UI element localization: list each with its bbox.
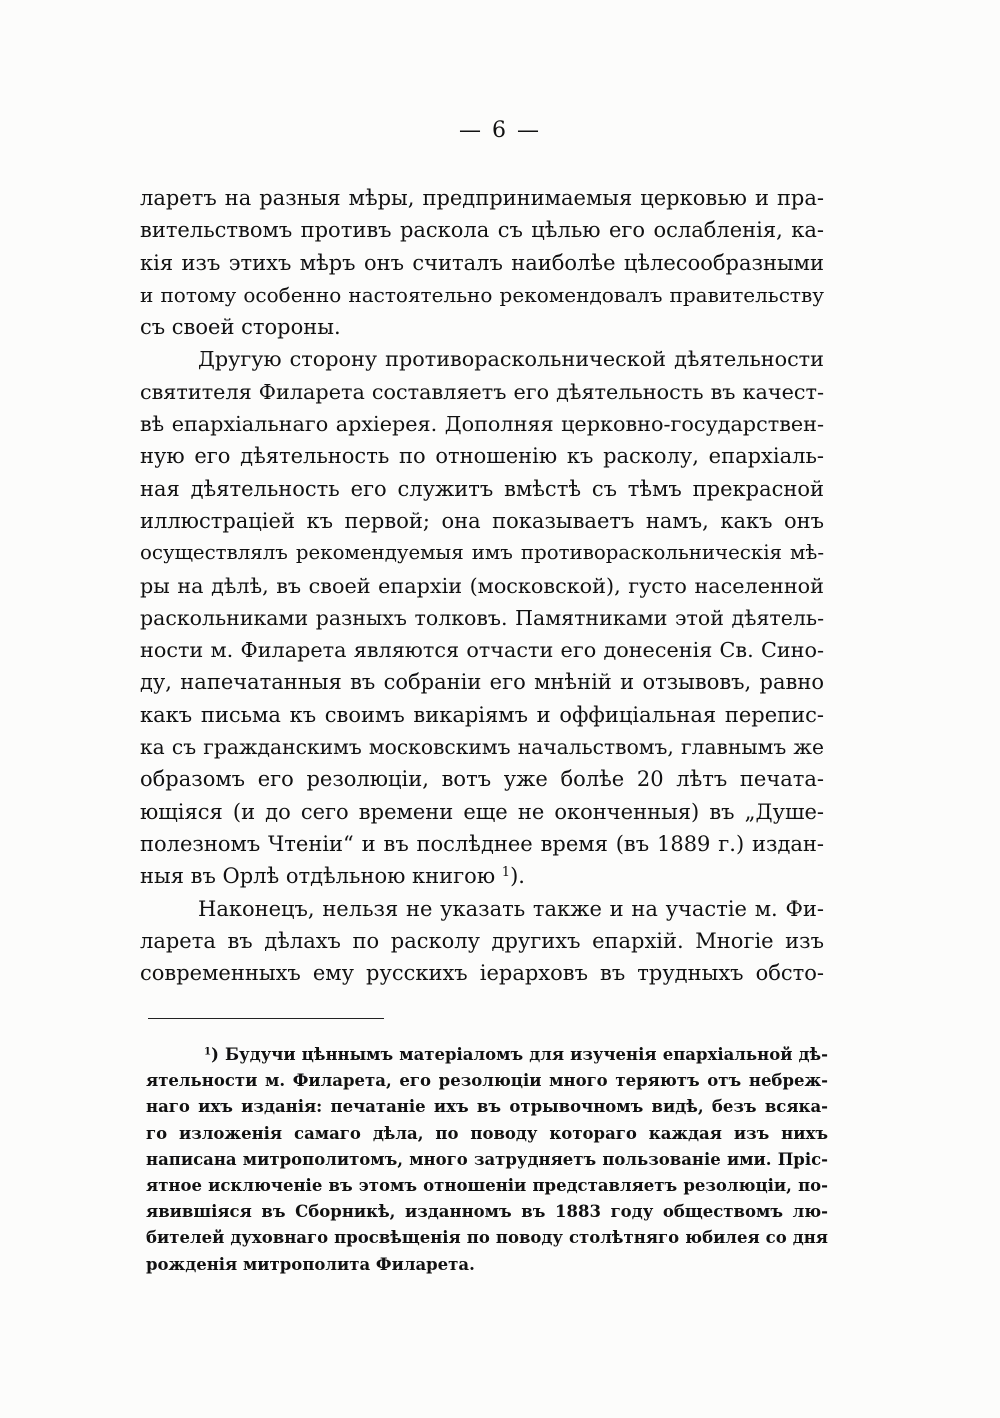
footnote-reference-tail: ). (510, 864, 525, 889)
footnote-line: ятное исключеніе въ этомъ отношеніи представляетъ резолюціи, по- (146, 1175, 828, 1195)
text-line: ка съ гражданскимъ московскимъ начальствомъ, главнымъ же (140, 735, 824, 760)
text-line: вительствомъ противъ раскола съ цѣлью его ослабленія, ка- (140, 218, 824, 243)
text-line (140, 860, 824, 892)
main-text (140, 182, 824, 989)
text-line: Наконецъ, нельзя не указать также и на участіе м. Фи- (198, 896, 824, 921)
text-line: ющіяся (и до сего времени еще не оконченныя) въ „Душе- (140, 799, 824, 824)
text-line: современныхъ ему русскихъ іерарховъ въ трудныхъ обсто- (140, 961, 824, 986)
text-line: раскольниками разныхъ толковъ. Памятниками этой дѣятель- (140, 605, 824, 630)
text-line-content: ныя въ Орлѣ отдѣльною книгою (140, 864, 496, 889)
footnote-divider (148, 1018, 384, 1019)
text-line: ры на дѣлѣ, въ своей епархіи (московской), густо населенной (140, 573, 824, 598)
text-line: ности м. Филарета являются отчасти его донесенія Св. Сино- (140, 638, 824, 663)
text-line: образомъ его резолюціи, вотъ уже болѣе 20 лѣтъ печата- (140, 767, 824, 792)
footnote-line: бителей духовнаго просвѣщенія по поводу столѣтняго юбилея со дня (146, 1228, 828, 1248)
text-line: какъ письма къ своимъ викаріямъ и оффиціальная перепис- (140, 702, 824, 727)
footnote-line: го изложенія самаго дѣла, по поводу котораго каждая изъ нихъ (146, 1123, 828, 1143)
footnote-line: рожденія митрополита Филарета. (146, 1254, 475, 1274)
footnote-line: наго ихъ изданія: печатаніе ихъ въ отрывочномъ видѣ, безъ всяка- (146, 1097, 828, 1117)
footnote-marker: 1 (204, 1045, 212, 1058)
text-line: иллюстраціей къ первой; она показываетъ намъ, какъ онъ (140, 508, 824, 533)
footnote-line: ятельности м. Филарета, его резолюціи много теряютъ отъ небреж- (146, 1071, 828, 1091)
footnote-line (146, 1042, 828, 1068)
text-line: ларетъ на разныя мѣры, предпринимаемыя церковью и пра- (140, 186, 824, 210)
text-line: и потому особенно настоятельно рекомендовалъ правительству (140, 282, 824, 307)
text-line: святителя Филарета составляетъ его дѣятельность въ качест- (140, 379, 824, 404)
footnote-line: написана митрополитомъ, много затрудняетъ пользованіе ими. Пріс- (146, 1149, 828, 1169)
footnote-reference: 1 (501, 865, 511, 881)
text-line: Другую сторону противораскольнической дѣятельности (198, 347, 824, 372)
text-line: ду, напечатанныя въ собраніи его мнѣній и отзывовъ, равно (140, 670, 824, 695)
text-line: кія изъ этихъ мѣръ онъ считалъ наиболѣе цѣлесообразными (140, 250, 824, 275)
text-line: вѣ епархіальнаго архіерея. Дополняя церковно-государствен- (140, 412, 824, 437)
text-line: ная дѣятельность его служитъ вмѣстѣ съ тѣмъ прекрасной (140, 476, 824, 501)
footnote-line-content: ) Будучи цѣннымъ матеріаломъ для изученія епархіальной дѣ- (211, 1045, 828, 1064)
page-number: — 6 — (459, 118, 541, 143)
footnote (146, 1042, 828, 1278)
text-line: осуществлялъ рекомендуемыя имъ противораскольническія мѣ- (140, 541, 824, 565)
text-line: ную его дѣятельность по отношенію къ расколу, епархіаль- (140, 444, 824, 469)
text-line: съ своей стороны. (140, 315, 341, 340)
text-line: ларета въ дѣлахъ по расколу другихъ епархій. Многіе изъ (140, 928, 824, 953)
text-line: полезномъ Чтеніи“ и въ послѣднее время (въ 1889 г.) издан- (140, 831, 824, 856)
footnote-line: явившіяся въ Сборникѣ, изданномъ въ 1883 году обществомъ лю- (146, 1202, 828, 1222)
